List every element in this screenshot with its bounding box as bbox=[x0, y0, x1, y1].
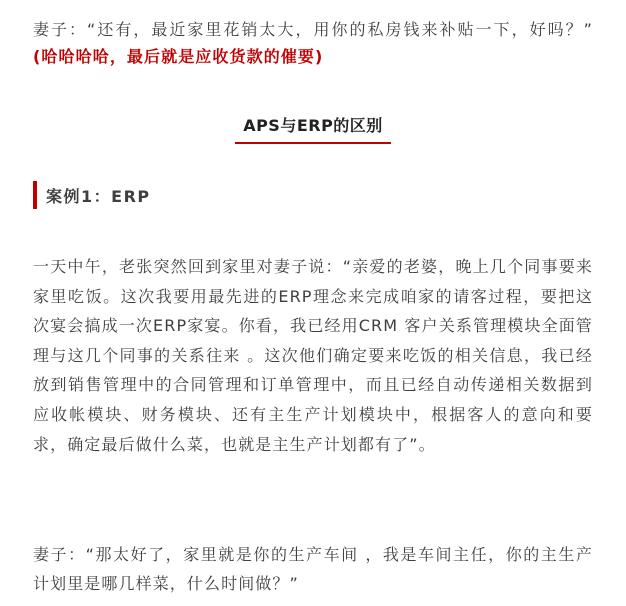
case-heading-text: 案例1：ERP bbox=[46, 186, 151, 206]
intro-paragraph bbox=[33, 16, 593, 70]
section-title-text: APS与ERP的区别 bbox=[235, 113, 391, 144]
intro-highlight: (哈哈哈哈，最后就是应收货款的催要) bbox=[33, 47, 324, 66]
story-paragraph: 一天中午，老张突然回到家里对妻子说：“亲爱的老婆，晚上几个同事要来家里吃饭。这次我要用最先进的ERP理念来完成咱家的请客过程，要把这次宴会搞成一次ERP家宴。你看，我已经用CRM 客户关系管理模块全面管理与这几个同事的关系往来 。这次他们确定要来吃饭的相关信息，我已经放到销售管理中的合同管理和订单管理中，而且已经自动传递相关数据到应收帐模块、财务模块、还有主生产计划模块中，根据客人的意向和要求，确定最后做什么菜，也就是主生产计划都有了”。 bbox=[33, 257, 593, 454]
intro-text: 妻子：“还有，最近家里花销太大，用你的私房钱来补贴一下，好吗？” bbox=[33, 20, 593, 39]
case-heading bbox=[33, 181, 151, 209]
wife-reply-paragraph: 妻子：“那太好了，家里就是你的生产车间 ，我是车间主任，你的主生产计划里是哪几样菜，什么时间做？” bbox=[33, 545, 593, 593]
section-title bbox=[33, 113, 593, 144]
